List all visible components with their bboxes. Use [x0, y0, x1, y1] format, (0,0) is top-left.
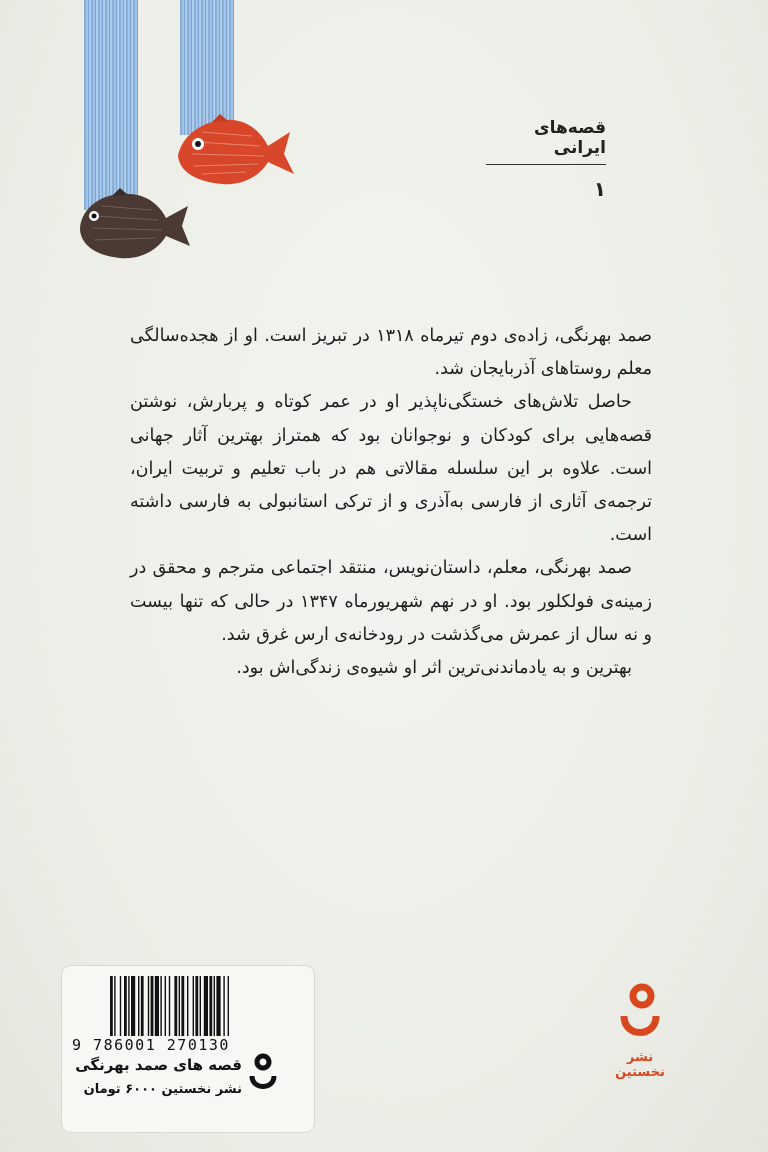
blurb-paragraph: صمد بهرنگی، معلم، داستان‌نویس، منتقد اجتماعی مترجم و محقق در زمینه‌ی فولکلور بود. او در نهم شهریورماه ۱۳۴۷ در حالی که تنها بیست و نه سال از عمرش می‌گذشت در رودخانه‌ی ارس غرق شد. [130, 558, 652, 645]
sticker-price: نشر نخستین ۶۰۰۰ تومان [83, 1082, 242, 1097]
sticker-book-title: قصه های صمد بهرنگی [75, 1056, 242, 1074]
blurb-paragraph: حاصل تلاش‌های خستگی‌ناپذیر او در عمر کوتاه و پربارش، نوشتن قصه‌هایی برای کودکان و نوجوانان بود که همتراز بهترین آثار جهانی است. علاوه بر این سلسله مقالاتی هم در باب تعلیم و تربیت ایران، ترجمه‌ی آثاری از فارسی به‌آذری و از ترکی استانبولی به فارسی داشته است. [130, 392, 652, 546]
blurb-paragraph: صمد بهرنگی، زاده‌ی دوم تیرماه ۱۳۱۸ در تبریز است. او از هجده‌سالگی معلم روستاهای آذربایجان شد. [130, 326, 652, 380]
publisher-logo-icon [616, 982, 664, 1044]
series-title: قصه‌های ایرانی [486, 118, 606, 165]
isbn-number: 9 786001 270130 [72, 1036, 230, 1054]
publisher-logo-icon [248, 1052, 278, 1096]
series-number: ۱ [593, 177, 606, 201]
red-fish-illustration [172, 112, 296, 190]
brown-fish-illustration [74, 186, 192, 264]
publisher-name: نشر نخستین [615, 1050, 665, 1080]
barcode-sticker [62, 966, 314, 1132]
barcode [108, 976, 304, 1036]
author-blurb [130, 320, 652, 685]
series-block [486, 118, 606, 201]
blurb-paragraph: بهترین و به یادماندنی‌ترین اثر او شیوه‌ی زندگی‌اش بود. [236, 658, 632, 679]
blue-stripe-left [84, 0, 138, 210]
